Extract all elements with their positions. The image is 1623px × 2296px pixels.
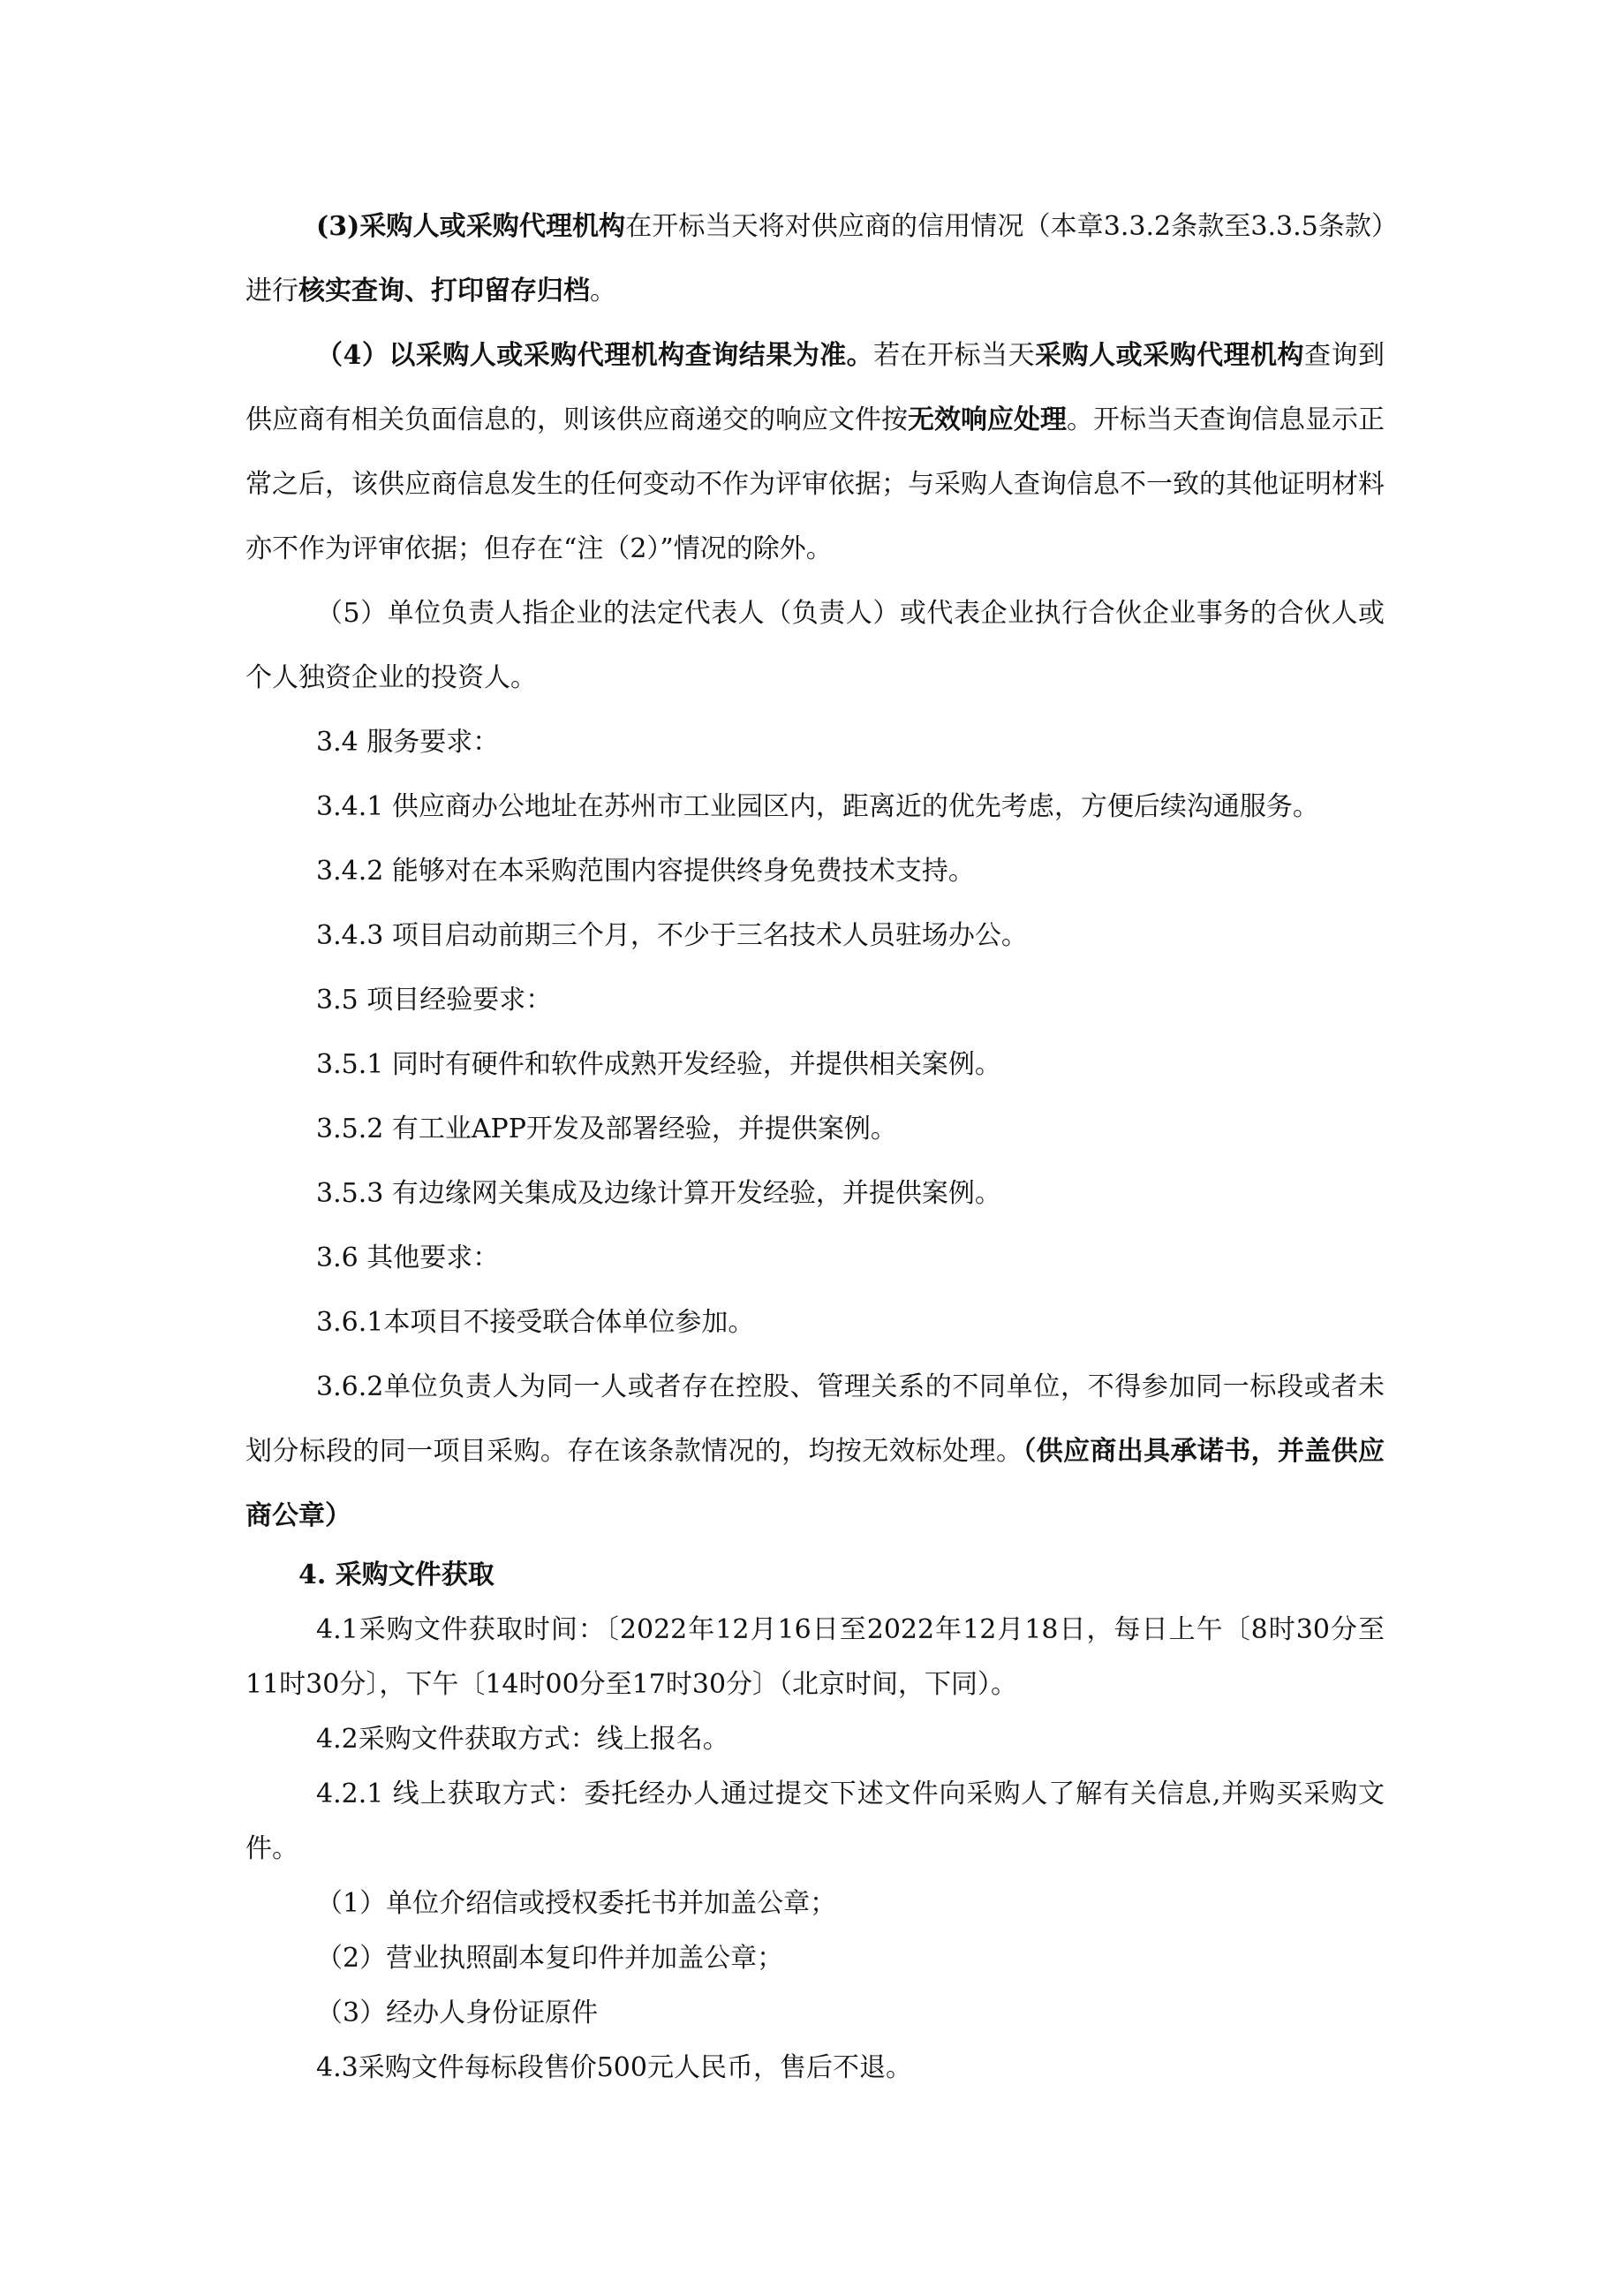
bold-text: （供应商出具承诺书，并盖供应商公章） [245, 1436, 1385, 1531]
item-3-5-3: 3.5.3 有边缘网关集成及边缘计算开发经验，并提供案例。 [316, 1178, 1001, 1209]
section-3-6-title: 3.6 其他要求： [316, 1242, 500, 1273]
body-text: 若在开标当天 [873, 340, 1036, 371]
item-4-3: 4.3采购文件每标段售价500元人民币，售后不退。 [316, 2052, 912, 2083]
body-text: 3.6.2单位负责人为同一人或者存在控股、管理关系的不同单位，不得参加同一标段或者未划分标段的同一项目采购。存在该条款情况的，均按无效标处理。 [245, 1371, 1385, 1467]
body-text: 在开标当天将对供应商的信用情况（本章3.3.2条款至3.3.5条款）进行 [245, 211, 1385, 306]
section-3-4-title: 3.4 服务要求： [316, 727, 500, 758]
item-3-6-1: 3.6.1本项目不接受联合体单位参加。 [316, 1307, 755, 1338]
paragraph-query-result [245, 323, 1385, 581]
body-text: 。开标当天查询信息显示正常之后，该供应商信息发生的任何变动不作为评审依据；与采购人查询信息不一致的其他证明材料亦不作为评审依据；但存在“注（2）”情况的除外。 [245, 404, 1385, 564]
bold-text: 无效响应处理 [908, 404, 1067, 435]
section-4-heading: 4. 采购文件获取 [298, 1560, 494, 1590]
item-4-2: 4.2采购文件获取方式：线上报名。 [316, 1724, 729, 1755]
document-body [245, 194, 1385, 2096]
paragraph-unit-head: （5）单位负责人指企业的法定代表人（负责人）或代表企业执行合伙企业事务的合伙人或个人独资企业的投资人。 [245, 598, 1385, 693]
section-3-5-title: 3.5 项目经验要求： [316, 985, 553, 1016]
item-3-5-2: 3.5.2 有工业APP开发及部署经验，并提供案例。 [316, 1114, 897, 1144]
bold-text: 核实查询、打印留存归档 [298, 276, 590, 306]
paragraph-credit-check [245, 194, 1385, 323]
item-4-2-1: 4.2.1 线上获取方式：委托经办人通过提交下述文件向采购人了解有关信息,并购买采购文件。 [245, 1779, 1385, 1864]
body-text: 。 [590, 276, 616, 306]
list-item-3: （3）经办人身份证原件 [316, 1998, 599, 2028]
item-3-4-3: 3.4.3 项目启动前期三个月，不少于三名技术人员驻场办公。 [316, 920, 1028, 951]
item-3-5-1: 3.5.1 同时有硬件和软件成熟开发经验，并提供相关案例。 [316, 1049, 1001, 1080]
item-4-1: 4.1采购文件获取时间：〔2022年12月16日至2022年12月18日，每日上午〔8时30分至11时30分〕，下午〔14时00分至17时30分〕（北京时间，下同）。 [245, 1614, 1385, 1700]
list-item-2: （2）营业执照副本复印件并加盖公章； [316, 1943, 784, 1974]
bold-text: (3)采购人或采购代理机构 [316, 211, 626, 242]
list-item-1: （1）单位介绍信或授权委托书并加盖公章； [316, 1888, 837, 1919]
item-3-4-2: 3.4.2 能够对在本采购范围内容提供终身免费技术支持。 [316, 856, 975, 887]
body-text: 查询到供应商有相关负面信息的，则该供应商递交的响应文件按 [245, 340, 1385, 435]
bold-text: （4）以采购人或采购代理机构查询结果为准。 [316, 340, 874, 371]
bold-text: 采购人或采购代理机构 [1035, 340, 1305, 371]
item-3-4-1: 3.4.1 供应商办公地址在苏州市工业园区内，距离近的优先考虑，方便后续沟通服务。 [316, 791, 1319, 822]
item-3-6-2 [245, 1355, 1385, 1548]
